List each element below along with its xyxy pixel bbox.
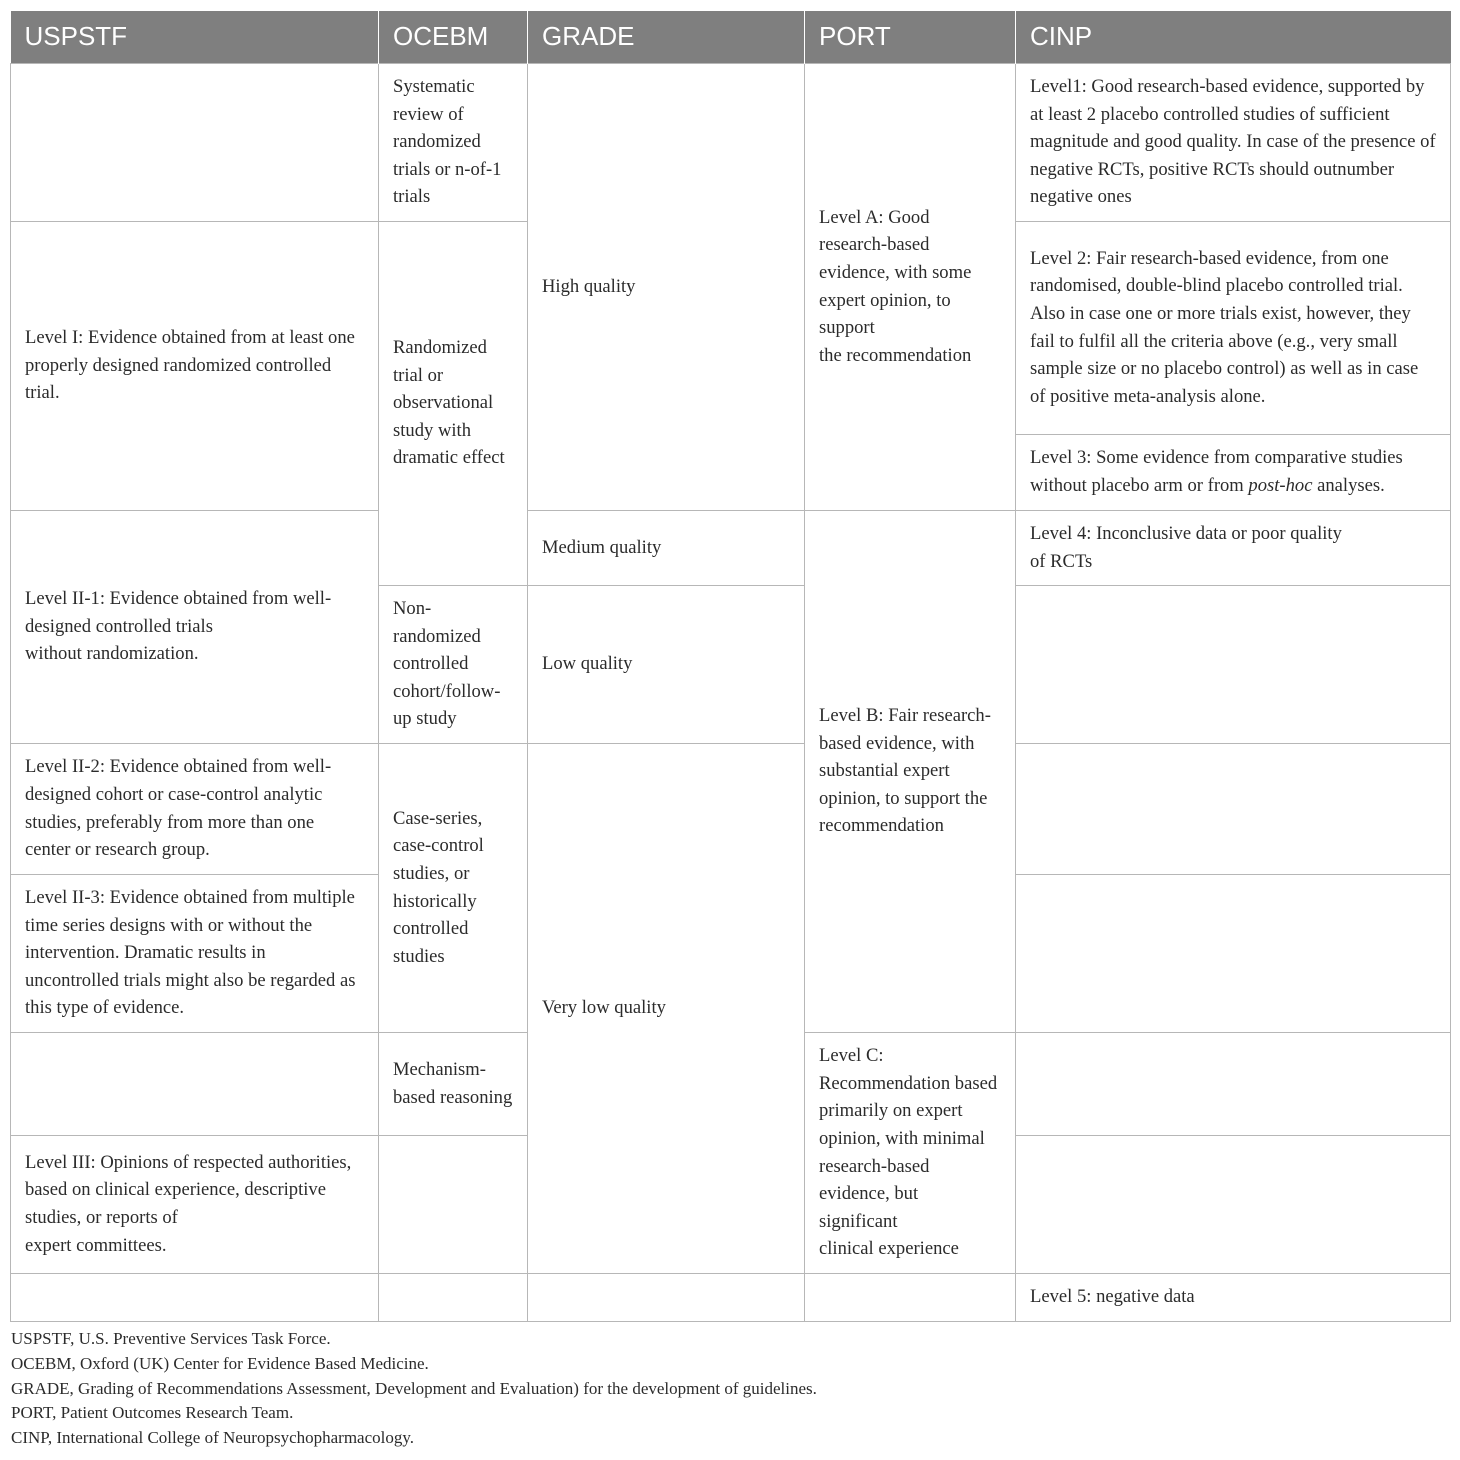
- uspstf-level-ii-2: Level II-2: Evidence obtained from well-designed cohort or case-control analytic studies, preferably from more than one center or research group.: [11, 743, 379, 874]
- grade-low-quality: Low quality: [528, 585, 805, 743]
- uspstf-level-ii-1: Level II-1: Evidence obtained from well-designed controlled trials without randomization.: [11, 510, 379, 743]
- header-cinp: CINP: [1016, 11, 1451, 63]
- port-level-c: Level C: Recommendation based primarily on expert opinion, with minimal research-based evidence, but significant clinical experience: [805, 1032, 1016, 1273]
- header-ocebm: OCEBM: [379, 11, 528, 63]
- port-level-a: Level A: Good research-based evidence, with some expert opinion, to support the recommendation: [805, 63, 1016, 510]
- cinp-level-1: Level1: Good research-based evidence, supported by at least 2 placebo controlled studies of sufficient magnitude and good quality. In case of the presence of negative RCTs, positive RCTs should outnumber negative ones: [1016, 63, 1451, 221]
- grade-very-low-quality: Very low quality: [528, 743, 805, 1273]
- uspstf-empty-cell: [11, 1273, 379, 1321]
- ocebm-randomized-trial: Randomized trial or observational study with dramatic effect: [379, 221, 528, 585]
- grade-high-quality: High quality: [528, 63, 805, 510]
- cinp-level-2-note: Also in case one or more trials exist, however, they fail to fulfil all the criteria above (e.g., very small sample size or no placebo control) as well as in case of positive meta-analysis alone.: [1030, 302, 1419, 407]
- uspstf-level-i: Level I: Evidence obtained from at least one properly designed randomized controlled trial.: [11, 221, 379, 510]
- table-row: [11, 1273, 1451, 1321]
- ocebm-empty-cell: [379, 1135, 528, 1273]
- cinp-level-5: Level 5: negative data: [1016, 1273, 1451, 1321]
- cinp-empty-cell: [1016, 1032, 1451, 1135]
- cinp-empty-cell: [1016, 874, 1451, 1032]
- table-footnotes: [11, 1327, 817, 1451]
- ocebm-systematic-review: Systematic review of randomized trials or n-of-1 trials: [379, 63, 528, 221]
- grade-medium-quality: Medium quality: [528, 510, 805, 585]
- cinp-empty-cell: [1016, 585, 1451, 743]
- grade-empty-cell: [528, 1273, 805, 1321]
- table-row: [11, 510, 1451, 585]
- header-grade: GRADE: [528, 11, 805, 63]
- cinp-empty-cell: [1016, 743, 1451, 874]
- footnote-grade: GRADE, Grading of Recommendations Assessment, Development and Evaluation) for the development of guidelines.: [11, 1378, 817, 1398]
- ocebm-empty-cell: [379, 1273, 528, 1321]
- footnote-ocebm: OCEBM, Oxford (UK) Center for Evidence Based Medicine.: [11, 1353, 429, 1373]
- footnote-port: PORT, Patient Outcomes Research Team.: [11, 1403, 294, 1423]
- uspstf-empty-cell: [11, 63, 379, 221]
- table-row: [11, 743, 1451, 874]
- header-port: PORT: [805, 11, 1016, 63]
- cinp-empty-cell: [1016, 1135, 1451, 1273]
- cinp-level-2: [1016, 221, 1451, 434]
- cinp-level-4: Level 4: Inconclusive data or poor quality of RCTs: [1016, 510, 1451, 585]
- footnote-cinp: CINP, International College of Neuropsychopharmacology.: [11, 1428, 415, 1448]
- cinp-level-3-end: analyses.: [1312, 475, 1385, 496]
- port-level-b: Level B: Fair research-based evidence, with substantial expert opinion, to support the recommendation: [805, 510, 1016, 1032]
- uspstf-level-ii-3: Level II-3: Evidence obtained from multiple time series designs with or without the intervention. Dramatic results in uncontrolled trials might also be regarded as this type of evidence.: [11, 874, 379, 1032]
- header-uspstf: USPSTF: [11, 11, 379, 63]
- ocebm-case-series: Case-series, case-control studies, or historically controlled studies: [379, 743, 528, 1032]
- footnote-uspstf: USPSTF, U.S. Preventive Services Task Force.: [11, 1329, 331, 1348]
- cinp-level-2-text: Level 2: Fair research-based evidence, from one randomised, double-blind placebo controlled trial.: [1030, 247, 1403, 297]
- uspstf-level-iii: Level III: Opinions of respected authorities, based on clinical experience, descriptive studies, or reports of expert committees.: [11, 1135, 379, 1273]
- ocebm-non-randomized: Non-randomized controlled cohort/follow-up study: [379, 585, 528, 743]
- uspstf-empty-cell: [11, 1032, 379, 1135]
- evidence-levels-table: [10, 11, 1451, 1322]
- header-row: [11, 11, 1451, 63]
- table-row: [11, 63, 1451, 221]
- cinp-level-3-emphasis: post-hoc: [1248, 475, 1313, 496]
- ocebm-mechanism-based: Mechanism-based reasoning: [379, 1032, 528, 1135]
- cinp-level-3: [1016, 434, 1451, 510]
- port-empty-cell: [805, 1273, 1016, 1321]
- cinp-level-3-text: Level 3: Some evidence from comparative studies without placebo arm or from: [1030, 447, 1403, 496]
